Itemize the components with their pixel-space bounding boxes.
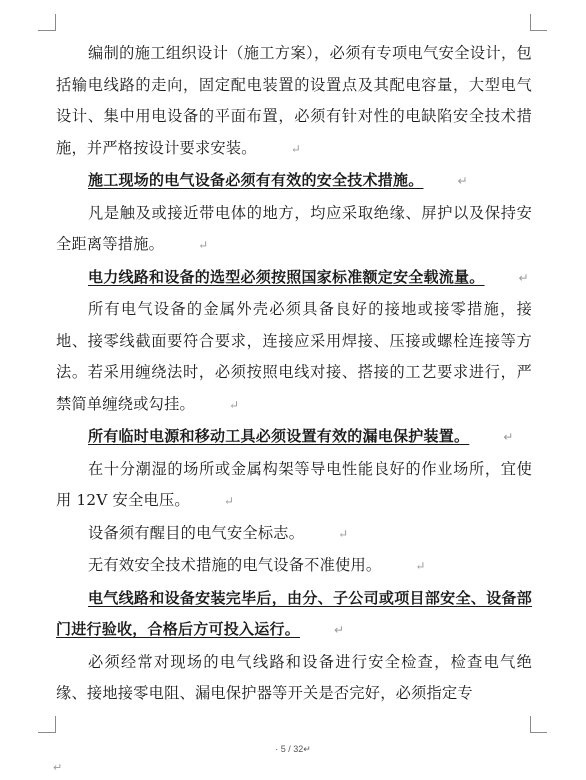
- paragraph-mark-icon: ↵: [338, 526, 349, 541]
- section-heading: [56, 262, 532, 295]
- paragraph-text: 必须经常对现场的电气线路和设备进行安全检查，检查电气绝缘、接地接零电阻、漏电保护器等开关是否完好，必须指定专: [56, 652, 532, 702]
- body-paragraph: [56, 454, 532, 518]
- paragraph-mark-icon: ↵: [53, 761, 63, 774]
- paragraph-mark-icon: ↵: [198, 238, 209, 252]
- paragraph-mark-icon: ↵: [518, 270, 529, 285]
- crop-mark-bottom-right: [530, 716, 531, 733]
- page-number-footer: · 5 / 32↵: [275, 744, 311, 754]
- paragraph-text: 凡是触及或接近带电体的地方，均应采取绝缘、屏护以及保持安全距离等措施。: [56, 203, 532, 253]
- paragraph-text: 所有电气设备的金属外壳必须具备良好的接地或接零措施，接地、接零线截面要符合要求，连接应采用焊接、压接或螺栓连接等方法。若采用缠绕法时，必须按照电线对接、搭接的工艺要求进行，严禁简单缠绕或勾挂。: [56, 300, 532, 413]
- crop-mark-bottom-left: [38, 732, 55, 733]
- body-paragraph: [56, 38, 532, 165]
- paragraph-mark-icon: ↵: [290, 141, 301, 156]
- paragraph-mark-icon: ↵: [457, 174, 468, 188]
- section-heading: [56, 583, 532, 647]
- document-body[interactable]: [56, 38, 532, 710]
- paragraph-text: 编制的施工组织设计（施工方案），必须有专项电气安全设计，包括输电线路的走向，固定配电装置的设置点及其配电容量，大型电气设计、集中用电设备的平面布置，必须有针对性的电缺陷安全技术措施，并严格按设计要求安装。: [56, 44, 532, 157]
- body-paragraph: [56, 518, 532, 551]
- paragraph-mark-icon: ↵: [228, 397, 240, 412]
- body-paragraph: [56, 198, 532, 262]
- crop-mark-top-right: [530, 30, 547, 31]
- paragraph-text: 在十分潮湿的场所或金属构架等导电性能良好的作业场所，宜使用 12V 安全电压。: [56, 459, 532, 509]
- paragraph-text: 设备须有醒目的电气安全标志。: [88, 523, 305, 542]
- crop-mark-bottom-right: [530, 732, 547, 733]
- paragraph-text: 所有临时电源和移动工具必须设置有效的漏电保护装置。: [88, 427, 470, 445]
- body-paragraph: [56, 647, 532, 710]
- body-paragraph: [56, 294, 532, 421]
- paragraph-text: 施工现场的电气设备必须有有效的安全技术措施。: [88, 171, 424, 189]
- crop-mark-top-right: [530, 14, 531, 31]
- paragraph-mark-icon: ↵: [334, 623, 345, 637]
- body-paragraph: [56, 550, 532, 583]
- paragraph-text: 电力线路和设备的选型必须按照国家标准额定安全载流量。: [88, 267, 485, 286]
- crop-mark-bottom-left: [55, 716, 56, 733]
- paragraph-text: 无有效安全技术措施的电气设备不准使用。: [88, 556, 382, 574]
- paragraph-mark-icon: ↵: [223, 494, 235, 508]
- paragraph-text: 电气线路和设备安装完毕后，由分、子公司或项目部安全、设备部门进行验收，合格后方可投入运行。: [56, 588, 532, 638]
- crop-mark-top-left: [55, 14, 56, 31]
- section-heading: [56, 421, 532, 454]
- crop-mark-top-left: [38, 30, 55, 31]
- paragraph-mark-icon: ↵: [415, 559, 426, 573]
- paragraph-mark-icon: ↵: [503, 430, 514, 444]
- section-heading: [56, 165, 532, 198]
